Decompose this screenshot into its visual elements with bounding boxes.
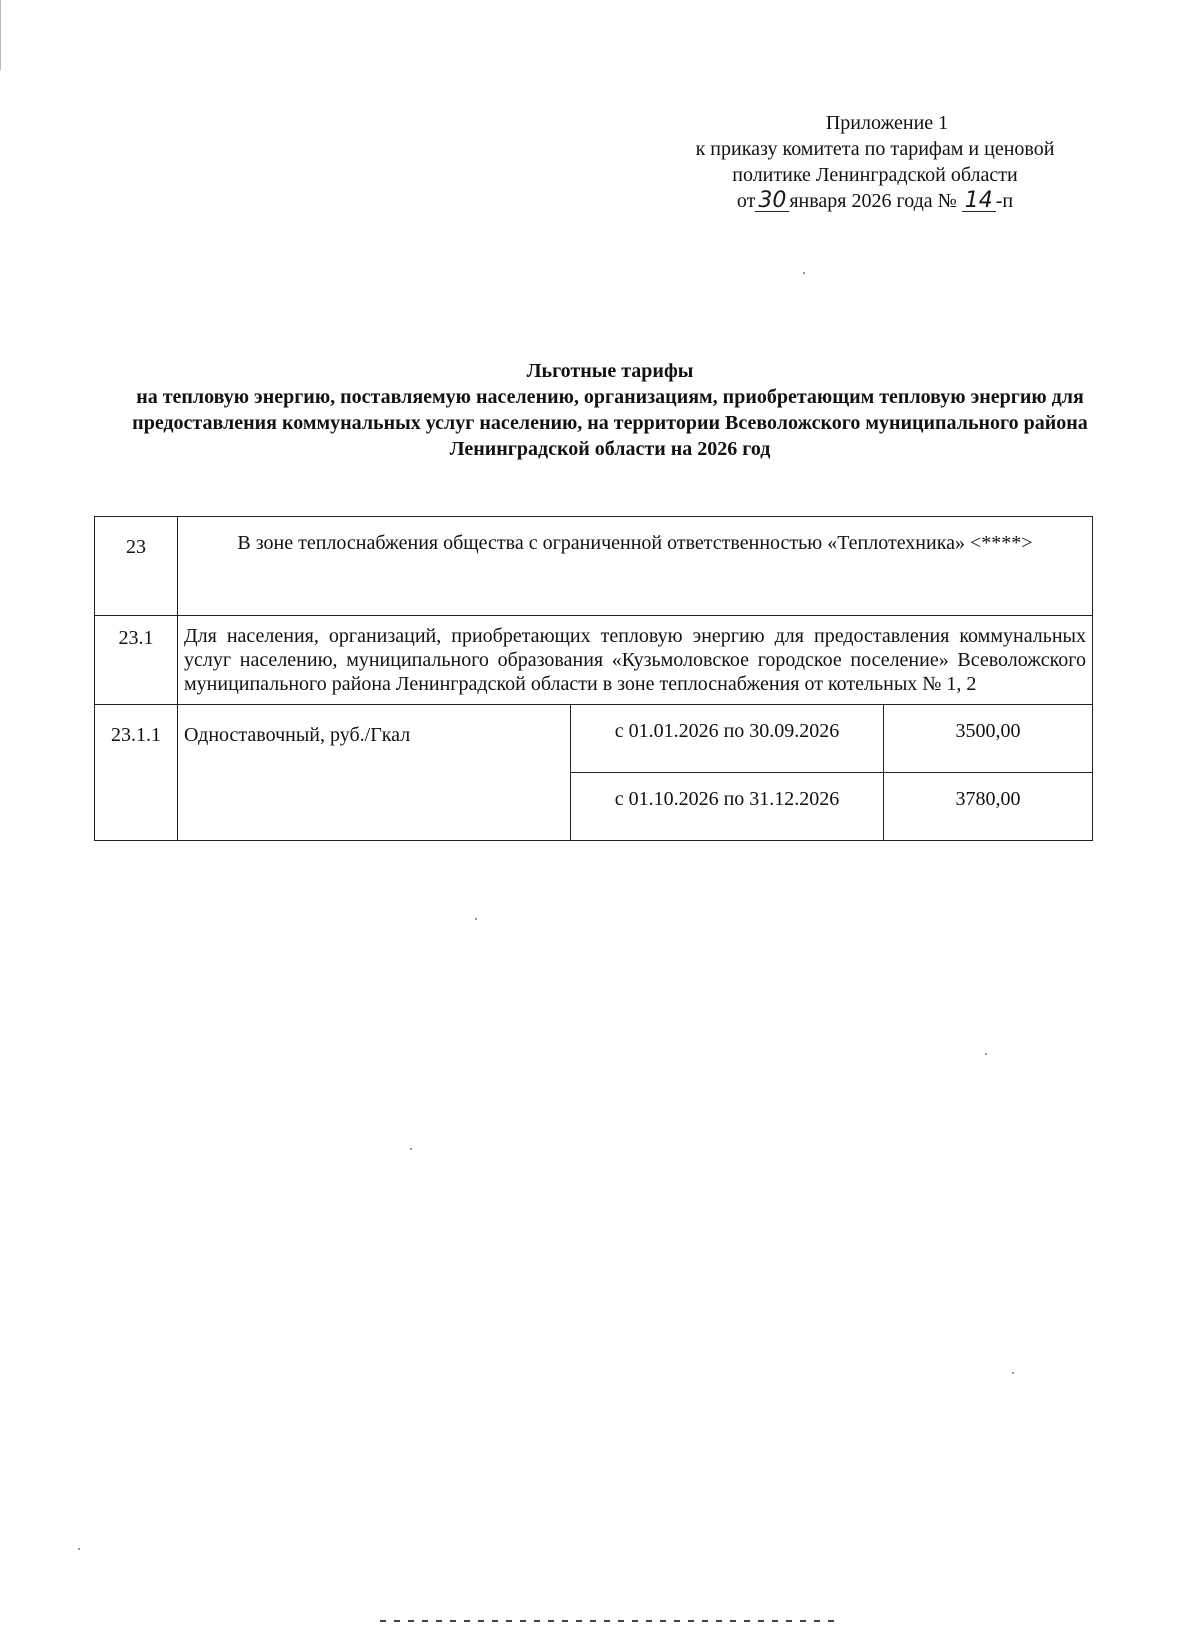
date-rest: января 2026 года №	[789, 190, 957, 212]
tariff-period: с 01.10.2026 по 31.12.2026	[571, 773, 884, 841]
appendix-order-reference: к приказу комитета по тарифам и ценовой	[695, 138, 1055, 160]
date-prefix: от	[736, 190, 756, 212]
appendix-date-line	[640, 188, 1110, 214]
document-title	[95, 358, 1125, 462]
table-row	[95, 616, 1093, 705]
scan-speck	[985, 1053, 987, 1055]
scan-edge-mark	[0, 0, 1, 70]
title-description: на тепловую энергию, поставляемую населению, организациям, приобретающим тепловую энергию для предоставления коммунальных услуг населению, на территории Всеволожского муниципального района Ленинградской области на 2026 год	[132, 386, 1088, 460]
tariff-price: 3500,00	[884, 705, 1093, 773]
row-number: 23.1	[95, 616, 178, 705]
consumer-category: Для населения, организаций, приобретающих тепловую энергию для предоставления коммунальных услуг населению, муниципального образования «Кузьмоловское городское поселение» Всеволожского муниципального района Ленинградской области в зоне теплоснабжения от котельных № 1, 2	[178, 616, 1093, 705]
table-row	[95, 517, 1093, 616]
table-row	[95, 705, 1093, 773]
order-suffix: -п	[995, 190, 1014, 212]
handwritten-order-number: 14	[962, 191, 996, 212]
handwritten-day: 30	[755, 191, 789, 212]
tariff-table	[94, 516, 1093, 841]
row-number: 23	[95, 517, 178, 616]
appendix-committee: политике Ленинградской области	[732, 164, 1018, 186]
scan-speck	[410, 1148, 412, 1150]
supply-zone: В зоне теплоснабжения общества с ограниченной ответственностью «Теплотехника» <****>	[178, 517, 1093, 616]
scan-speck	[78, 1548, 80, 1550]
scan-speck	[803, 272, 805, 274]
row-number: 23.1.1	[95, 705, 178, 841]
scan-speck	[475, 918, 477, 920]
scan-speck	[1012, 1372, 1014, 1374]
appendix-label: Приложение 1	[825, 112, 949, 134]
appendix-header	[640, 110, 1110, 214]
tariff-period: с 01.01.2026 по 30.09.2026	[571, 705, 884, 773]
tariff-price: 3780,00	[884, 773, 1093, 841]
scan-bottom-edge	[380, 1620, 840, 1622]
tariff-type: Одноставочный, руб./Гкал	[178, 705, 571, 841]
title-heading: Льготные тарифы	[526, 360, 694, 382]
